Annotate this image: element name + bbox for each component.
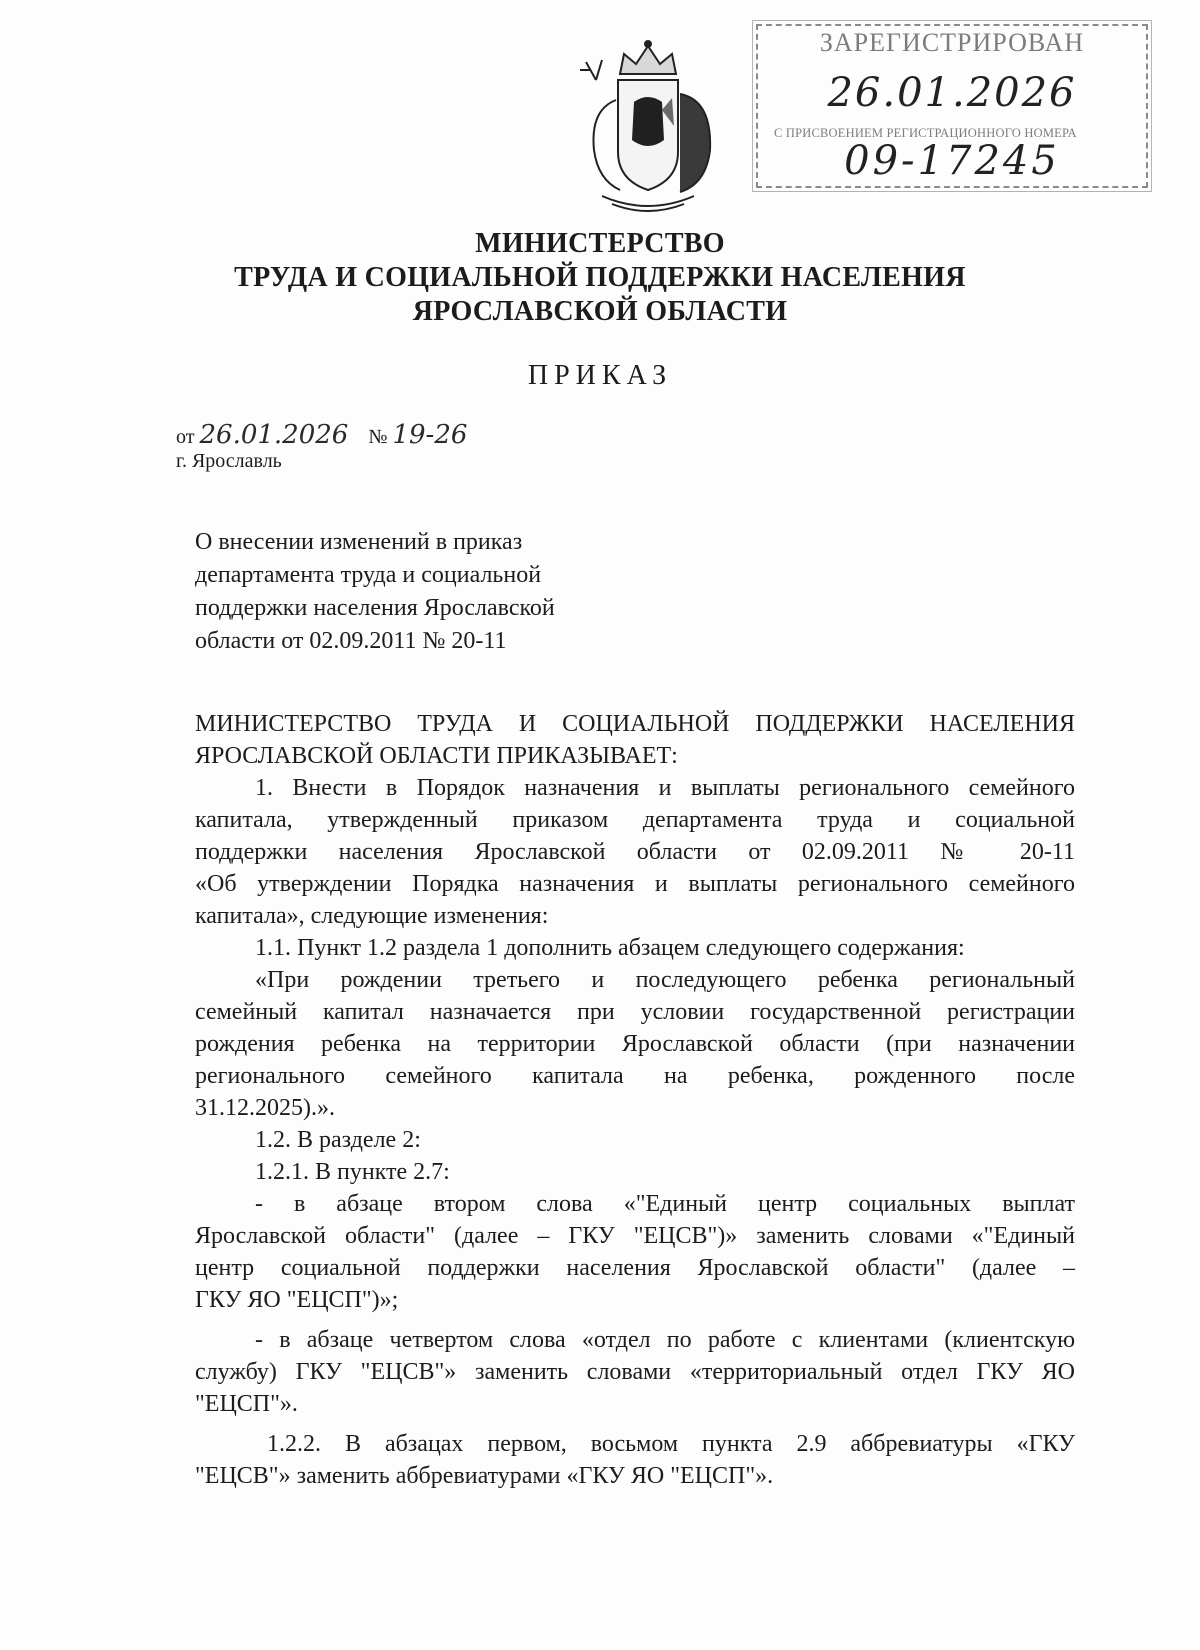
body-line: 31.12.2025).». xyxy=(195,1095,335,1121)
stamp-title: ЗАРЕГИСТРИРОВАН xyxy=(819,28,1085,57)
body-line: регионального семейного капитала на ребенка, рожденного после xyxy=(195,1063,1075,1089)
body-line: Ярославской области" (далее – ГКУ "ЕЦСВ")» заменить словами «"Единый xyxy=(195,1223,1075,1249)
body-line: 1.2. В разделе 2: xyxy=(255,1127,421,1153)
order-subject xyxy=(195,526,555,658)
body-line: ГКУ ЯО "ЕЦСП")»; xyxy=(195,1287,399,1313)
body-line: - в абзаце втором слова «"Единый центр социальных выплат xyxy=(255,1191,1075,1217)
body-line: поддержки населения Ярославской области от 02.09.2011 № 20-11 xyxy=(195,839,1075,865)
subject-line: области от 02.09.2011 № 20-11 xyxy=(195,628,507,654)
body-line: 1.2.2. В абзацах первом, восьмом пункта 2.9 аббревиатуры «ГКУ xyxy=(267,1431,1075,1457)
body-line: 1.2.1. В пункте 2.7: xyxy=(255,1159,450,1185)
body-line: «При рождении третьего и последующего ребенка региональный xyxy=(255,967,1075,993)
ministry-heading-line-1: МИНИСТЕРСТВО xyxy=(475,228,725,259)
body-line: «Об утверждении Порядка назначения и выплаты регионального семейного xyxy=(195,871,1075,897)
body-line: семейный капитал назначается при условии государственной регистрации xyxy=(195,999,1075,1025)
ministry-heading-line-3: ЯРОСЛАВСКОЙ ОБЛАСТИ xyxy=(412,296,788,327)
body-line: "ЕЦСП"». xyxy=(195,1391,298,1417)
stamp-date: 26.01.2026 xyxy=(827,70,1077,116)
body-line: 1. Внести в Порядок назначения и выплаты регионального семейного xyxy=(255,775,1075,801)
subject-line: поддержки населения Ярославской xyxy=(195,595,555,621)
stamp-registration-number: 09-17245 xyxy=(844,138,1060,184)
body-line: МИНИСТЕРСТВО ТРУДА И СОЦИАЛЬНОЙ ПОДДЕРЖКИ НАСЕЛЕНИЯ xyxy=(195,711,1075,737)
body-line: "ЕЦСВ"» заменить аббревиатурами «ГКУ ЯО "ЕЦСП"». xyxy=(195,1463,774,1489)
date-prefix: от xyxy=(176,426,195,448)
subject-line: О внесении изменений в приказ xyxy=(195,529,523,555)
subject-line: департамента труда и социальной xyxy=(195,562,542,588)
body-line: центр социальной поддержки населения Ярославской области" (далее – xyxy=(195,1255,1075,1281)
body-line: 1.1. Пункт 1.2 раздела 1 дополнить абзацем следующего содержания: xyxy=(255,935,965,961)
order-date-line xyxy=(176,420,467,450)
order-number: 19-26 xyxy=(392,420,468,450)
stamp-subtitle: С ПРИСВОЕНИЕМ РЕГИСТРАЦИОННОГО НОМЕРА xyxy=(774,126,1077,140)
order-body xyxy=(195,708,1075,1492)
order-title: ПРИКАЗ xyxy=(527,360,673,391)
body-line: рождения ребенка на территории Ярославской области (при назначении xyxy=(195,1031,1075,1057)
number-prefix: № xyxy=(368,426,388,448)
body-line: капитала», следующие изменения: xyxy=(195,903,549,929)
body-line: - в абзаце четвертом слова «отдел по работе с клиентами (клиентскую xyxy=(255,1327,1075,1353)
registration-stamp xyxy=(756,24,1148,188)
body-line: ЯРОСЛАВСКОЙ ОБЛАСТИ ПРИКАЗЫВАЕТ: xyxy=(195,743,678,769)
body-line: капитала, утвержденный приказом департамента труда и социальной xyxy=(195,807,1075,833)
coat-of-arms-emblem xyxy=(572,40,724,212)
body-line: службу) ГКУ "ЕЦСВ"» заменить словами «территориальный отдел ГКУ ЯО xyxy=(195,1359,1075,1385)
city: г. Ярославль xyxy=(176,450,282,472)
ministry-heading-line-2: ТРУДА И СОЦИАЛЬНОЙ ПОДДЕРЖКИ НАСЕЛЕНИЯ xyxy=(234,262,966,293)
order-date: 26.01.2026 xyxy=(199,420,349,450)
